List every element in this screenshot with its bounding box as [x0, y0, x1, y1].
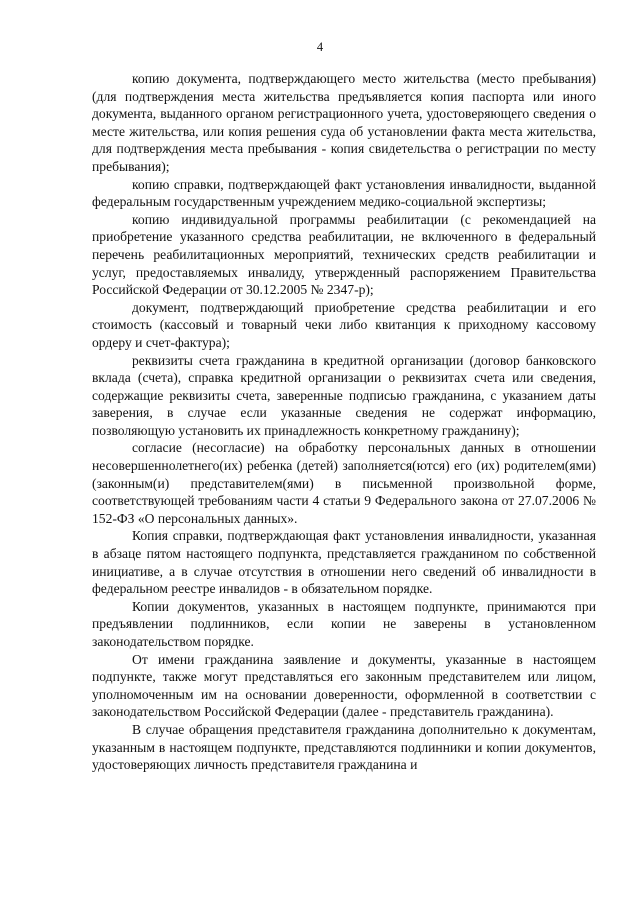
paragraph: копию справки, подтверждающей факт установления инвалидности, выданной федеральным государственным учреждением медико-социальной экспертизы; [92, 176, 596, 210]
paragraph: В случае обращения представителя гражданина дополнительно к документам, указанным в настоящем подпункте, представляются подлинники и копии документов, удостоверяющих личность представителя гражданина и [92, 721, 596, 773]
paragraph: Копия справки, подтверждающая факт установления инвалидности, указанная в абзаце пятом настоящего подпункта, представляется гражданином по собственной инициативе, а в случае отсутствия в отношении него сведений об инвалидности в федеральном реестре инвалидов - в обязательном порядке. [92, 528, 596, 597]
page-number: 4 [316, 40, 324, 54]
paragraph: копию документа, подтверждающего место жительства (место пребывания) (для подтверждения места жительства предъявляется копия паспорта или иного документа, выданного органом регистрационного учета, удостоверяющего сведения о месте жительства, или копия решения суда об установлении факта места жительства, для подтверждения места пребывания - копия свидетельства о регистрации по месту пребывания); [92, 71, 596, 174]
paragraph: копию индивидуальной программы реабилитации (с рекомендацией на приобретение указанного средства реабилитации, не включенного в федеральный перечень реабилитационных мероприятий, технических средств реабилитации и услуг, предоставляемых инвалиду, утвержденный распоряжением Правительства Российской Федерации от 30.12.2005 № 2347-р); [92, 211, 596, 298]
paragraph: Копии документов, указанных в настоящем подпункте, принимаются при предъявлении подлинников, если копии не заверены в установленном законодательством порядке. [92, 598, 596, 649]
document-body [92, 70, 596, 774]
paragraph: От имени гражданина заявление и документы, указанные в настоящем подпункте, также могут представляться его законным представителем или лицом, уполномоченным им на основании доверенности, оформленной в соответствии с законодательством Российской Федерации (далее - представитель гражданина). [92, 651, 596, 720]
paragraph: реквизиты счета гражданина в кредитной организации (договор банковского вклада (счета), справка кредитной организации о реквизитах счета или сведения, содержащие реквизиты счета, заверенные подписью гражданина, с указанием даты заверения, в случае если указанные сведения не содержат информацию, позволяющую установить их принадлежность конкретному гражданину); [92, 352, 596, 438]
paragraph: документ, подтверждающий приобретение средства реабилитации и его стоимость (кассовый и товарный чеки либо квитанция к приходному кассовому ордеру и счет-фактура); [92, 299, 596, 350]
paragraph: согласие (несогласие) на обработку персональных данных в отношении несовершеннолетнего(их) ребенка (детей) заполняется(ются) его (их) родителем(ями) (законным(и) представителем(ями) в письменной произвольной форме, соответствующей требованиям части 4 статьи 9 Федерального закона от 27.07.2006 № 152-ФЗ «О персональных данных». [92, 440, 596, 526]
